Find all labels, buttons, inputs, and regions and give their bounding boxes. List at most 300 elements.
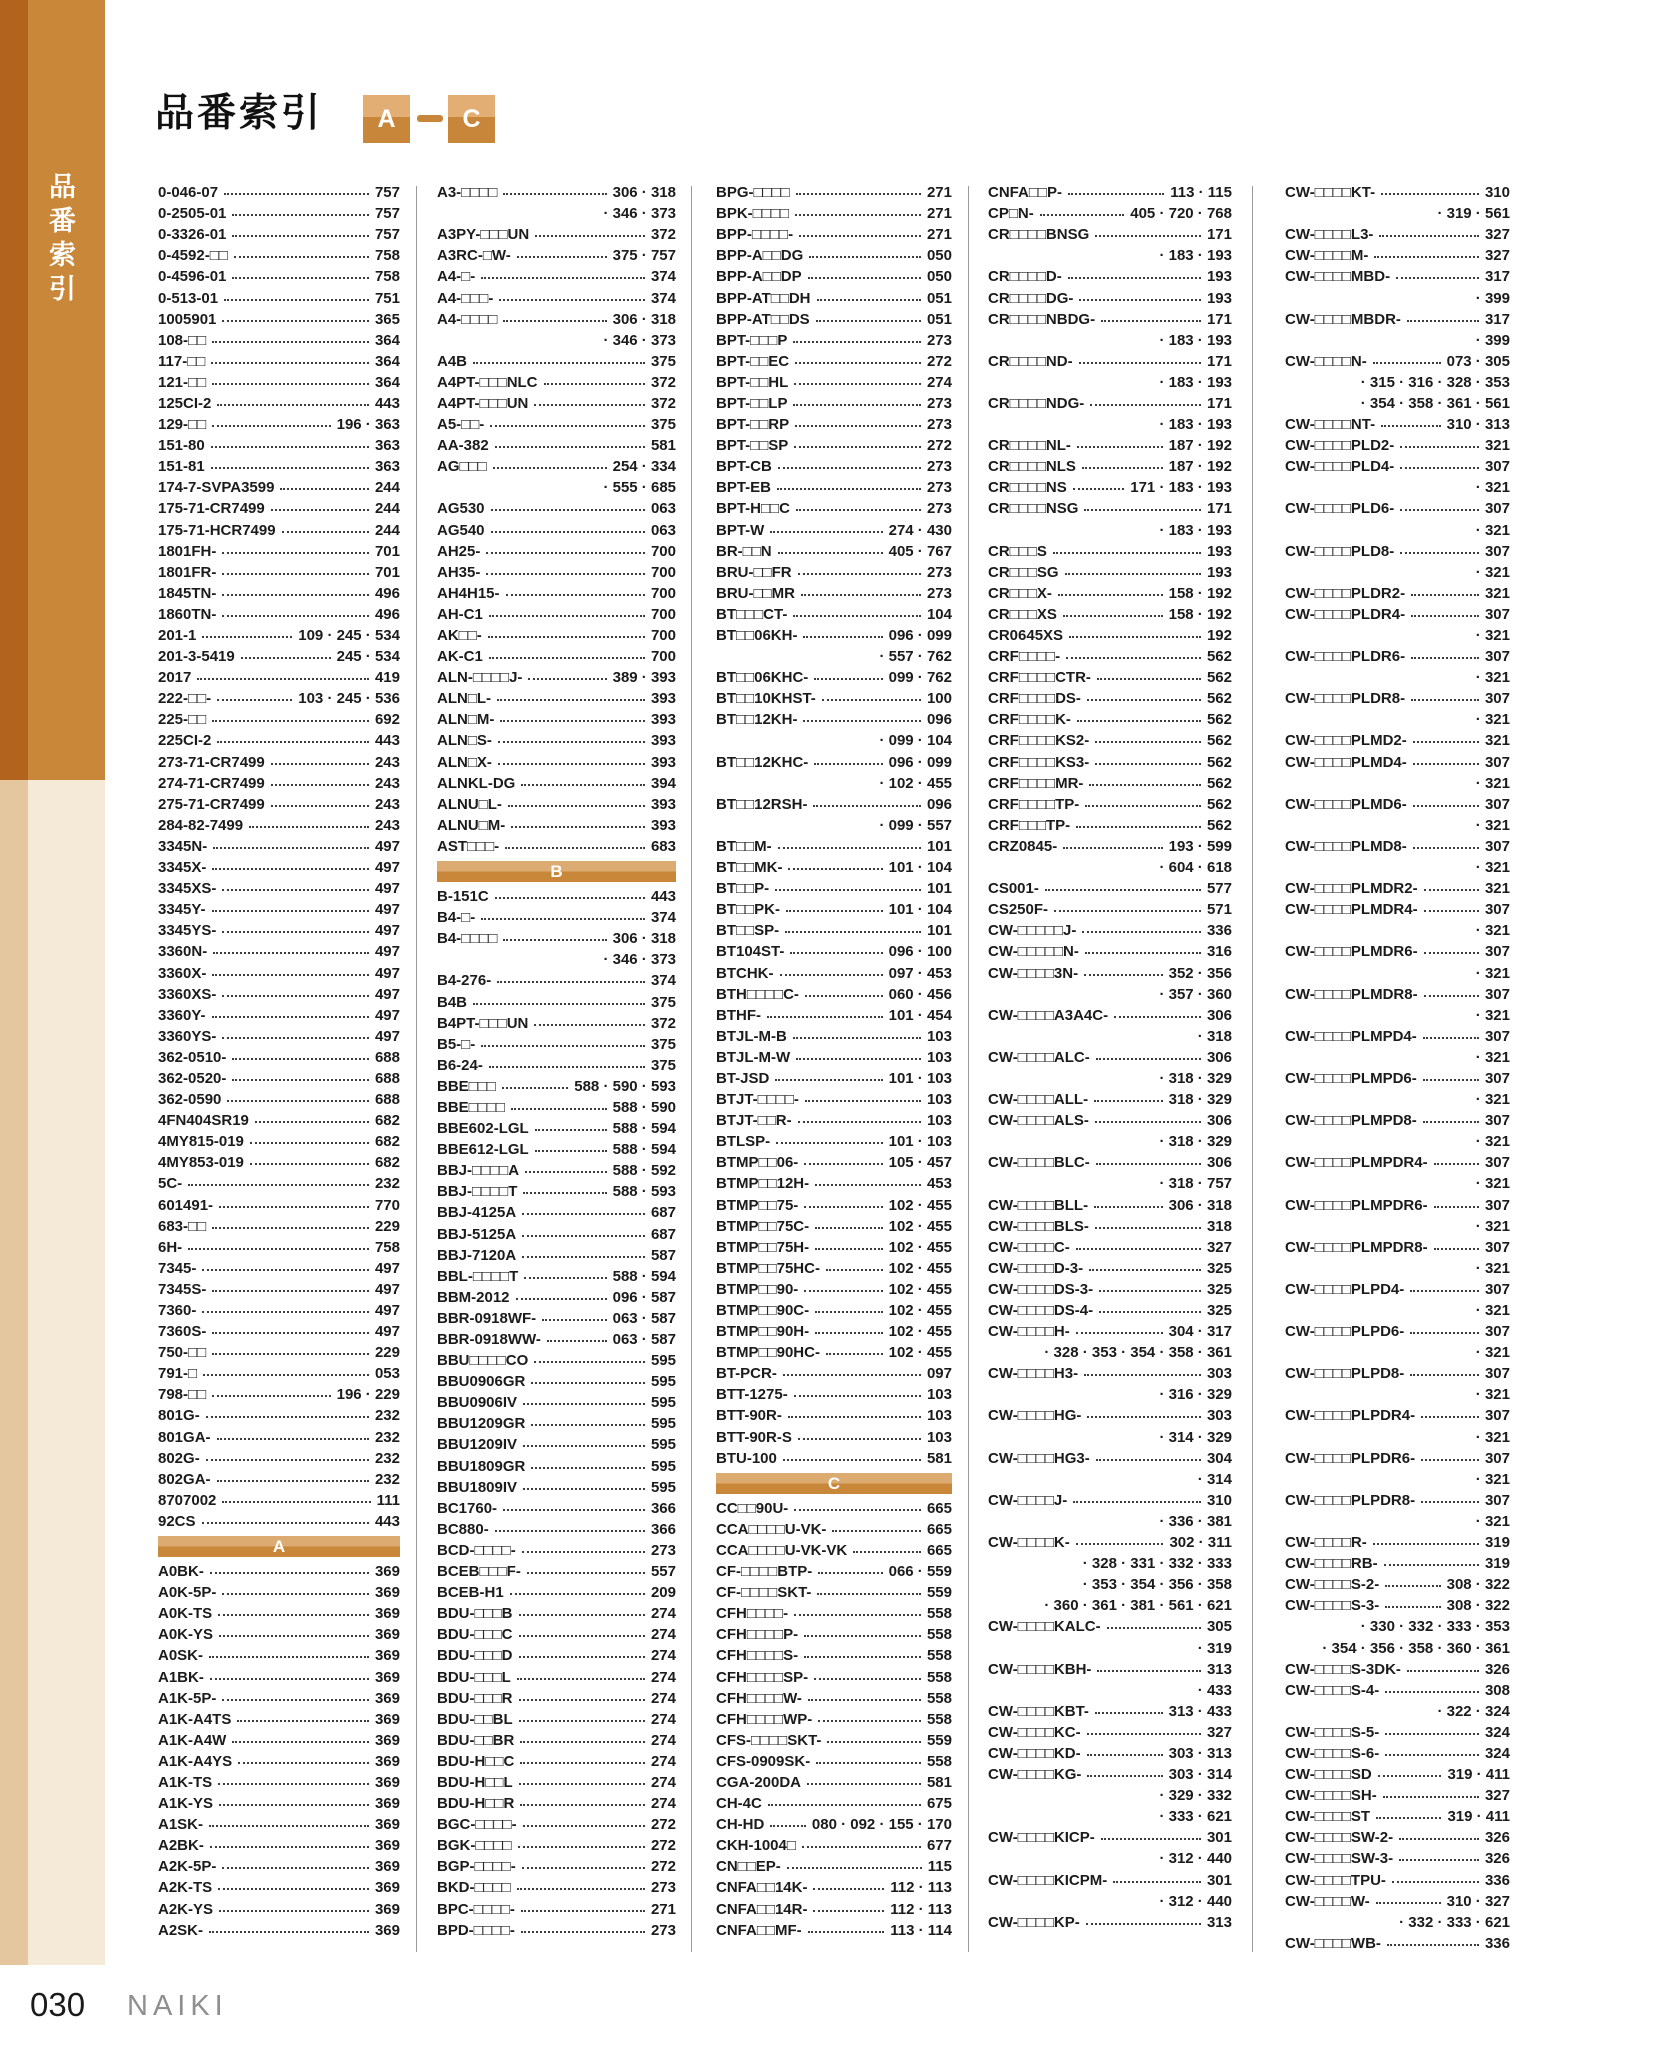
- part-number: CF-□□□□SKT-: [716, 1584, 812, 1602]
- part-number: ALN-□□□□J-: [437, 669, 523, 687]
- part-number: BPT-EB: [716, 479, 772, 497]
- dot-leader: [1421, 1416, 1479, 1418]
- page-reference: 571: [1206, 901, 1232, 919]
- dot-leader: [813, 1888, 884, 1890]
- dot-leader: [768, 1804, 921, 1806]
- index-entry-continuation: [988, 984, 1232, 1005]
- page-reference: 103: [926, 1112, 952, 1130]
- page-reference: 112 · 113: [890, 1900, 952, 1918]
- index-entry-continuation: [988, 1595, 1232, 1616]
- index-entry: [716, 1519, 952, 1540]
- part-number: BBU□□□□CO: [437, 1352, 529, 1370]
- index-entry: [158, 1814, 400, 1835]
- index-entry: [988, 752, 1232, 773]
- part-number: BBR-0918WW-: [437, 1331, 541, 1349]
- part-number: 5C-: [158, 1175, 183, 1193]
- index-entry: [437, 541, 676, 562]
- part-number: CW-□□□□PLPDR8-: [1285, 1491, 1416, 1509]
- part-number: BT□□SP-: [716, 922, 780, 940]
- page-reference: 193 · 599: [1168, 837, 1232, 855]
- page-reference: · 604 · 618: [1159, 859, 1232, 877]
- index-entry: [988, 477, 1232, 498]
- dot-leader: [814, 763, 882, 765]
- part-number: 362-0510-: [158, 1048, 227, 1066]
- column-divider-3: [968, 186, 969, 1952]
- part-number: BGK-□□□□: [437, 1837, 512, 1855]
- dot-leader: [222, 594, 369, 596]
- page-reference: 306 · 318: [612, 310, 676, 328]
- dot-leader: [1374, 256, 1479, 258]
- part-number: BDU-□□□B: [437, 1605, 513, 1623]
- page-reference: 393: [650, 816, 676, 834]
- page-reference: · 329 · 332: [1159, 1787, 1232, 1805]
- index-entry: [988, 1047, 1232, 1068]
- index-entry: [988, 688, 1232, 709]
- part-number: 6H-: [158, 1238, 183, 1256]
- index-entry: [716, 1624, 952, 1645]
- index-entry: [1285, 182, 1510, 203]
- index-entry-continuation: [1285, 287, 1510, 308]
- page-reference: 562: [1206, 732, 1232, 750]
- dot-leader: [202, 1311, 369, 1313]
- page-reference: · 318 · 329: [1159, 1069, 1232, 1087]
- dot-leader: [804, 1206, 882, 1208]
- page-reference: · 319 · 561: [1437, 205, 1510, 223]
- dot-leader: [210, 1846, 369, 1848]
- index-entry: [158, 1666, 400, 1687]
- part-number: BTMP□□06-: [716, 1154, 799, 1172]
- page-reference: 171 · 183 · 193: [1130, 479, 1232, 497]
- index-entry-continuation: [1285, 857, 1510, 878]
- page-reference: 497: [374, 880, 400, 898]
- dot-leader: [222, 573, 369, 575]
- page-reference: 558: [926, 1647, 952, 1665]
- dot-leader: [775, 1079, 882, 1081]
- index-entry: [437, 1350, 676, 1371]
- dot-leader: [222, 931, 369, 933]
- index-entry: [437, 1582, 676, 1603]
- dot-leader: [222, 1037, 369, 1039]
- page-reference: 307: [1484, 1154, 1510, 1172]
- index-entry: [716, 1709, 952, 1730]
- dot-leader: [1097, 1670, 1201, 1672]
- part-number: 0-4596-01: [158, 268, 227, 286]
- index-entry: [437, 1055, 676, 1076]
- index-entry: [158, 1793, 400, 1814]
- dot-leader: [209, 1825, 369, 1827]
- page-reference: 757: [374, 184, 400, 202]
- index-entry-continuation: [716, 815, 952, 836]
- dot-leader: [535, 1150, 607, 1152]
- page-reference: 158 · 192: [1168, 605, 1232, 623]
- dot-leader: [1096, 1058, 1201, 1060]
- index-entry: [716, 203, 952, 224]
- part-number: BBJ-7120A: [437, 1246, 517, 1264]
- page-reference: 307: [1484, 1069, 1510, 1087]
- index-entry: [988, 266, 1232, 287]
- page-reference: 274: [650, 1626, 676, 1644]
- dot-leader: [499, 299, 645, 301]
- part-number: CW-□□□□PLMD2-: [1285, 732, 1407, 750]
- page-reference: 102 · 455: [888, 1344, 952, 1362]
- index-entry: [437, 1456, 676, 1477]
- index-entry: [988, 498, 1232, 519]
- index-entry: [716, 1751, 952, 1772]
- page-reference: · 321: [1475, 1175, 1510, 1193]
- page-reference: 374: [650, 268, 676, 286]
- part-number: BTJL-M-B: [716, 1027, 787, 1045]
- dot-leader: [241, 657, 331, 659]
- part-number: BKD-□□□□: [437, 1879, 511, 1897]
- page-reference: · 318: [1197, 1027, 1232, 1045]
- page-reference: 308 · 322: [1446, 1576, 1510, 1594]
- page-reference: 274: [650, 1795, 676, 1813]
- index-entry: [716, 899, 952, 920]
- page-reference: 497: [374, 1027, 400, 1045]
- dot-leader: [1373, 1543, 1479, 1545]
- page-reference: 372: [650, 1014, 676, 1032]
- index-entry: [437, 815, 676, 836]
- page-reference: 369: [374, 1626, 400, 1644]
- page-reference: · 183 · 193: [1159, 331, 1232, 349]
- index-entry: [716, 1835, 952, 1856]
- part-number: 151-80: [158, 437, 205, 455]
- dot-leader: [1400, 552, 1479, 554]
- index-entry: [716, 498, 952, 519]
- index-entry: [988, 899, 1232, 920]
- index-entry: [1285, 1806, 1510, 1827]
- page-reference: 273: [650, 1921, 676, 1939]
- dot-leader: [212, 1227, 369, 1229]
- dot-leader: [519, 1635, 645, 1637]
- part-number: 3345X-: [158, 859, 207, 877]
- page-reference: 369: [374, 1668, 400, 1686]
- index-entry: [716, 1131, 952, 1152]
- part-number: CW-□□□□PLDR8-: [1285, 690, 1406, 708]
- dot-leader: [213, 952, 369, 954]
- index-entry-continuation: [1285, 372, 1510, 393]
- dot-leader: [534, 1024, 645, 1026]
- dot-leader: [505, 847, 645, 849]
- dot-leader: [217, 404, 369, 406]
- page-reference: 588 · 590 · 593: [574, 1077, 676, 1095]
- dot-leader: [1077, 446, 1163, 448]
- page-reference: 101: [926, 880, 952, 898]
- part-number: CH-4C: [716, 1795, 762, 1813]
- index-entry: [158, 562, 400, 583]
- page-reference: 308 · 322: [1446, 1597, 1510, 1615]
- dot-leader: [795, 425, 921, 427]
- dot-leader: [206, 1459, 369, 1461]
- page-reference: 310 · 313: [1446, 416, 1510, 434]
- index-entry-continuation: [1285, 1427, 1510, 1448]
- page-reference: 393: [650, 753, 676, 771]
- part-number: CRF□□□□-: [988, 648, 1061, 666]
- index-entry: [158, 688, 400, 709]
- index-entry: [158, 1877, 400, 1898]
- part-number: BTMP□□90C-: [716, 1302, 810, 1320]
- page-reference: · 354 · 358 · 361 · 561: [1360, 394, 1510, 412]
- part-number: BTHF-: [716, 1006, 761, 1024]
- index-entry: [716, 1498, 952, 1519]
- part-number: CW-□□□□PLDR4-: [1285, 605, 1406, 623]
- part-number: CW-□□□□ALS-: [988, 1112, 1089, 1130]
- part-number: BT□□06KH-: [716, 627, 798, 645]
- dot-leader: [210, 1678, 369, 1680]
- index-entry: [988, 562, 1232, 583]
- index-entry: [1285, 730, 1510, 751]
- index-entry: [437, 773, 676, 794]
- page-reference: · 314 · 329: [1159, 1428, 1232, 1446]
- dot-leader: [490, 425, 645, 427]
- index-entry-continuation: [1285, 962, 1510, 983]
- dot-leader: [209, 1931, 369, 1933]
- page-reference: 758: [374, 268, 400, 286]
- page-reference: 558: [926, 1626, 952, 1644]
- part-number: BTJT-□□□□-: [716, 1091, 799, 1109]
- index-entry: [716, 1279, 952, 1300]
- page-reference: 443: [374, 732, 400, 750]
- index-entry: [158, 435, 400, 456]
- dot-leader: [212, 341, 369, 343]
- index-entry: [988, 203, 1232, 224]
- index-entry-continuation: [1285, 1384, 1510, 1405]
- dot-leader: [238, 1762, 369, 1764]
- dot-leader: [534, 404, 645, 406]
- index-entry: [158, 857, 400, 878]
- dot-leader: [776, 1142, 882, 1144]
- dot-leader: [1114, 1016, 1201, 1018]
- dot-leader: [519, 1783, 645, 1785]
- index-entry: [1285, 1237, 1510, 1258]
- part-number: CW-□□□□BLS-: [988, 1217, 1089, 1235]
- part-number: CW-□□□□ALL-: [988, 1091, 1089, 1109]
- page-reference: 770: [374, 1196, 400, 1214]
- page-reference: · 321: [1475, 1259, 1510, 1277]
- index-entry: [716, 351, 952, 372]
- page-reference: 319 · 411: [1447, 1808, 1510, 1826]
- page-reference: 274: [650, 1647, 676, 1665]
- dot-leader: [481, 1045, 645, 1047]
- page-reference: 096 · 099: [888, 627, 952, 645]
- page-reference: 313: [1206, 1913, 1232, 1931]
- dot-leader: [188, 1184, 369, 1186]
- page-reference: 327: [1484, 1787, 1510, 1805]
- index-entry: [437, 583, 676, 604]
- part-number: BBE□□□□: [437, 1098, 505, 1116]
- page-reference: 682: [374, 1154, 400, 1172]
- part-number: CNFA□□14R-: [716, 1900, 808, 1918]
- index-entry: [158, 1427, 400, 1448]
- part-number: A4PT-□□□UN: [437, 394, 529, 412]
- index-entry-continuation: [988, 1342, 1232, 1363]
- part-number: BBU1809IV: [437, 1478, 518, 1496]
- index-entry: [158, 794, 400, 815]
- index-entry: [716, 984, 952, 1005]
- dot-leader: [1101, 1838, 1201, 1840]
- dot-leader: [1411, 699, 1479, 701]
- page-reference: 324: [1484, 1744, 1510, 1762]
- index-entry: [437, 1434, 676, 1455]
- part-number: BCD-□□□□-: [437, 1541, 516, 1559]
- part-number: CW-□□□□PLDR6-: [1285, 648, 1406, 666]
- page-reference: 243: [374, 774, 400, 792]
- index-entry: [437, 309, 676, 330]
- part-number: BPK-□□□□: [716, 205, 789, 223]
- part-number: CRF□□□□MR-: [988, 774, 1084, 792]
- dot-leader: [271, 763, 369, 765]
- dot-leader: [1095, 1712, 1163, 1714]
- part-number: CFH□□□□WP-: [716, 1710, 813, 1728]
- index-entry: [158, 1511, 400, 1532]
- page-reference: 171: [1206, 500, 1232, 518]
- part-number: 1860TN-: [158, 605, 217, 623]
- page-reference: 588 · 592: [612, 1162, 676, 1180]
- page-reference: 313: [1206, 1660, 1232, 1678]
- dot-leader: [1073, 1501, 1201, 1503]
- index-entry-continuation: [988, 245, 1232, 266]
- dot-leader: [212, 425, 330, 427]
- part-number: CR□□□□NS: [988, 479, 1067, 497]
- index-entry: [716, 583, 952, 604]
- index-entry: [988, 1363, 1232, 1384]
- page-reference: 103: [926, 1027, 952, 1045]
- dot-leader: [805, 1100, 921, 1102]
- dot-leader: [508, 805, 645, 807]
- part-number: BT□□10KHST-: [716, 690, 816, 708]
- dot-leader: [804, 1163, 882, 1165]
- part-number: CFS-0909SK-: [716, 1752, 811, 1770]
- page-reference: · 321: [1475, 922, 1510, 940]
- index-entry-continuation: [1285, 1047, 1510, 1068]
- part-number: BPT-W: [716, 521, 765, 539]
- page-reference: · 557 · 762: [879, 648, 952, 666]
- dot-leader: [224, 193, 369, 195]
- dot-leader: [219, 1206, 369, 1208]
- index-entry: [437, 1814, 676, 1835]
- index-entry: [1285, 1553, 1510, 1574]
- page-reference: 558: [926, 1710, 952, 1728]
- page-reference: 595: [650, 1478, 676, 1496]
- index-entry: [158, 414, 400, 435]
- part-number: CW-□□□□PLDR2-: [1285, 584, 1406, 602]
- dot-leader: [255, 1121, 369, 1123]
- dot-leader: [1385, 1733, 1479, 1735]
- index-entry: [1285, 1026, 1510, 1047]
- dot-leader: [489, 1066, 645, 1068]
- index-entry: [988, 1827, 1232, 1848]
- dot-leader: [232, 235, 369, 237]
- dot-leader: [521, 784, 645, 786]
- dot-leader: [1087, 1733, 1201, 1735]
- dot-leader: [219, 1910, 369, 1912]
- page-reference: 301: [1206, 1829, 1232, 1847]
- dot-leader: [1069, 636, 1201, 638]
- part-number: CCA□□□□U-VK-VK: [716, 1541, 848, 1559]
- page-reference: 115: [927, 1858, 952, 1876]
- dot-leader: [801, 594, 921, 596]
- index-entry: [1285, 1321, 1510, 1342]
- index-entry: [988, 1195, 1232, 1216]
- dot-leader: [818, 1720, 921, 1722]
- part-number: 275-71-CR7499: [158, 795, 265, 813]
- page-reference: 319: [1484, 1555, 1510, 1573]
- index-entry: [1285, 836, 1510, 857]
- page-reference: 562: [1206, 753, 1232, 771]
- index-entry: [437, 907, 676, 928]
- part-number: AH35-: [437, 563, 481, 581]
- part-number: 274-71-CR7499: [158, 774, 265, 792]
- page-reference: 700: [650, 605, 676, 623]
- page-reference: 325: [1206, 1259, 1232, 1277]
- dot-leader: [813, 805, 921, 807]
- index-entry: [158, 498, 400, 519]
- dot-leader: [491, 531, 645, 533]
- column-divider-2: [691, 186, 692, 1952]
- page-reference: · 332 · 333 · 621: [1399, 1913, 1510, 1931]
- index-entry-continuation: [988, 1427, 1232, 1448]
- index-entry: [437, 970, 676, 991]
- page-reference: · 321: [1475, 521, 1510, 539]
- dot-leader: [497, 981, 645, 983]
- page-reference: 374: [650, 909, 676, 927]
- page-reference: 364: [374, 373, 400, 391]
- part-number: CRF□□□□CTR-: [988, 669, 1091, 687]
- dot-leader: [518, 1846, 645, 1848]
- part-number: 1801FR-: [158, 563, 217, 581]
- part-number: A1BK-: [158, 1668, 204, 1686]
- index-entry: [716, 330, 952, 351]
- page-reference: 274: [650, 1605, 676, 1623]
- page-reference: 321: [1484, 584, 1510, 602]
- part-number: 3345Y-: [158, 901, 206, 919]
- page-reference: · 321: [1475, 563, 1510, 581]
- page-reference: 366: [650, 1499, 676, 1517]
- dot-leader: [1113, 1881, 1201, 1883]
- dot-leader: [767, 1016, 883, 1018]
- part-number: BT104ST-: [716, 943, 785, 961]
- part-number: CNFA□□P-: [988, 184, 1062, 202]
- page-reference: 588 · 594: [612, 1267, 676, 1285]
- page-reference: · 321: [1475, 1470, 1510, 1488]
- page-reference: 562: [1206, 669, 1232, 687]
- index-entry: [1285, 583, 1510, 604]
- page-reference: 369: [374, 1858, 400, 1876]
- page-reference: · 321: [1475, 1133, 1510, 1151]
- index-entry: [158, 1561, 400, 1582]
- part-number: B6-24-: [437, 1056, 483, 1074]
- part-number: B4B: [437, 993, 468, 1011]
- index-entry: [716, 224, 952, 245]
- part-number: BPP-AT□□DH: [716, 289, 811, 307]
- index-entry: [158, 1279, 400, 1300]
- part-number: 2017: [158, 669, 192, 687]
- index-entry: [716, 435, 952, 456]
- part-number: BBJ-5125A: [437, 1225, 517, 1243]
- part-number: 3360YS-: [158, 1027, 217, 1045]
- part-number: BPD-□□□□-: [437, 1921, 515, 1939]
- dot-leader: [1424, 910, 1479, 912]
- page-reference: 700: [650, 563, 676, 581]
- page-reference: 096 · 100: [888, 943, 952, 961]
- page-reference: 687: [650, 1204, 676, 1222]
- index-entry: [158, 730, 400, 751]
- dot-leader: [523, 1825, 645, 1827]
- index-entry: [716, 1772, 952, 1793]
- part-number: CR□□□□NSG: [988, 500, 1079, 518]
- index-entry-continuation: [1285, 203, 1510, 224]
- part-number: CW-□□□□HG3-: [988, 1449, 1090, 1467]
